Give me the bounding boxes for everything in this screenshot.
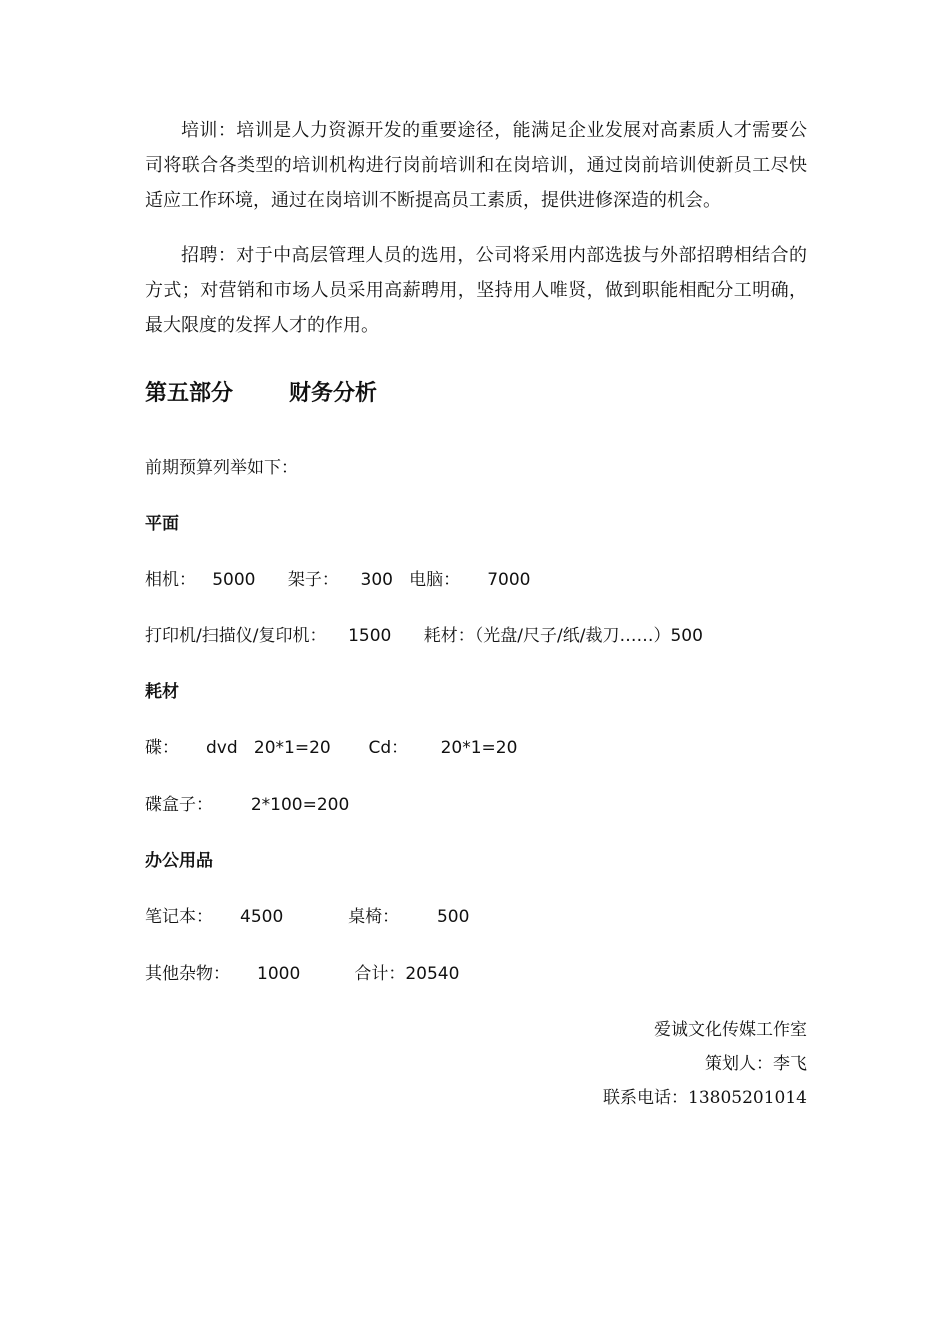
section-title: 财务分析 xyxy=(289,381,378,406)
recruitment-paragraph: 招聘：对于中高层管理人员的选用，公司将采用内部选拔与外部招聘相结合的方式；对营销和市场人员采用高薪聘用，坚持用人唯贤，做到职能相配分工明确，最大限度的发挥人才的作用。 xyxy=(145,245,807,336)
signature-studio: 爱诚文化传媒工作室 xyxy=(654,1020,807,1040)
office-line-1: 笔记本： 4500 桌椅： 500 xyxy=(145,907,470,927)
consumables-heading: 耗材 xyxy=(145,682,179,702)
plane-heading: 平面 xyxy=(145,514,179,534)
office-line-2: 其他杂物： 1000 合计：20540 xyxy=(145,964,460,984)
consumables-line-1: 碟： dvd 20*1=20 Cd： 20*1=20 xyxy=(145,738,518,758)
office-heading: 办公用品 xyxy=(145,851,213,871)
plane-line-1: 相机： 5000 架子： 300 电脑： 7000 xyxy=(145,570,531,590)
plane-line-2: 打印机/扫描仪/复印机： 1500 耗材：（光盘/尺子/纸/裁刀……）500 xyxy=(145,626,703,646)
consumables-line-2: 碟盒子： 2*100=200 xyxy=(145,795,350,815)
signature-planner: 策划人：李飞 xyxy=(705,1054,807,1074)
section-heading xyxy=(145,376,377,407)
section-part-label: 第五部分 xyxy=(145,381,234,406)
signature-phone: 联系电话：13805201014 xyxy=(603,1088,807,1108)
budget-intro: 前期预算列举如下： xyxy=(145,458,298,478)
training-paragraph: 培训：培训是人力资源开发的重要途径，能满足企业发展对高素质人才需要公司将联合各类型的培训机构进行岗前培训和在岗培训，通过岗前培训使新员工尽快适应工作环境，通过在岗培训不断提高员工素质，提供进修深造的机会。 xyxy=(145,120,807,211)
